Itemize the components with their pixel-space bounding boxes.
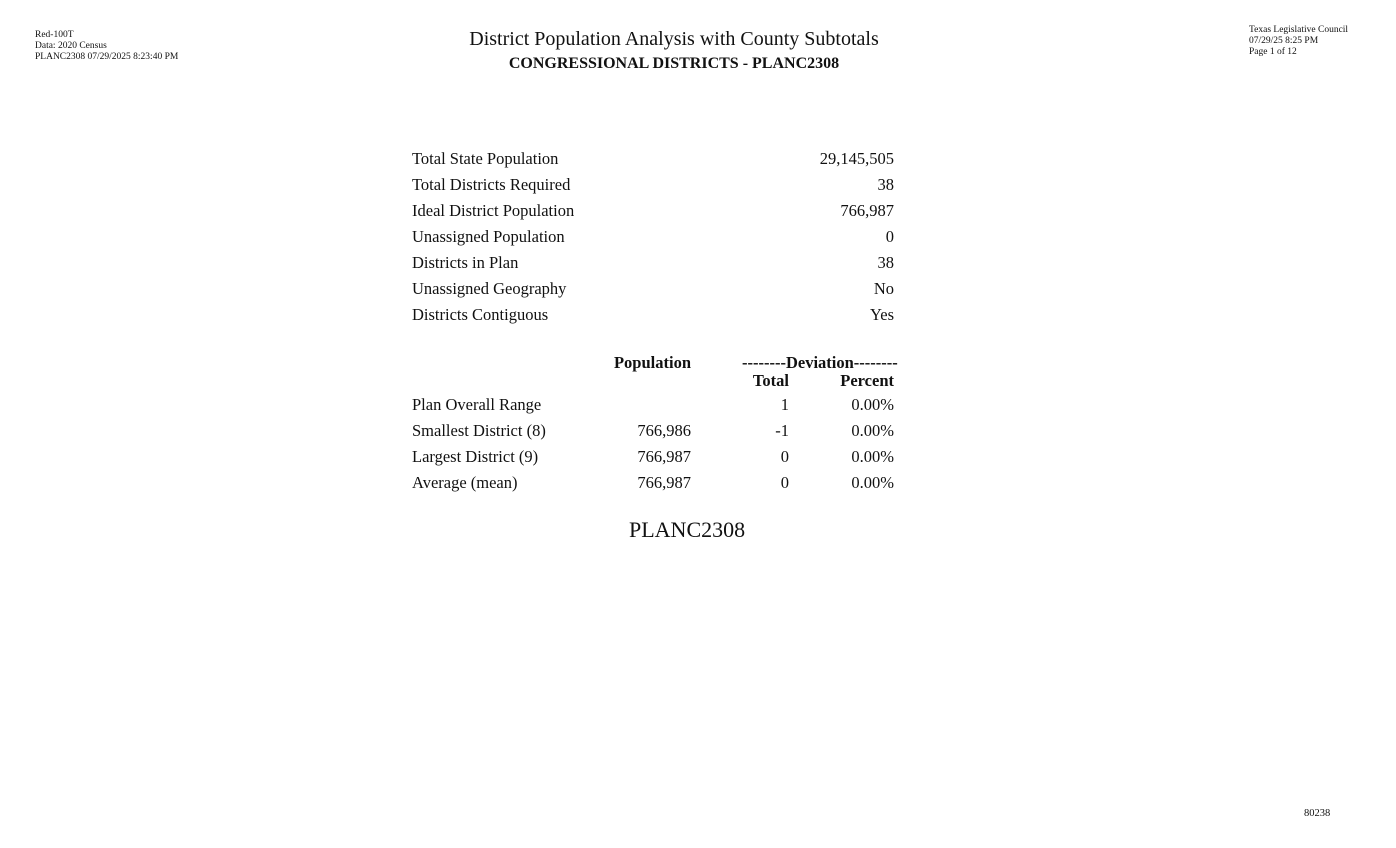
deviation-label: Smallest District (8) xyxy=(412,421,546,440)
report-id: Red-100T xyxy=(35,30,74,40)
deviation-table xyxy=(412,352,902,496)
summary-row xyxy=(412,251,894,277)
deviation-percent: 0.00% xyxy=(851,395,894,414)
page-subtitle: CONGRESSIONAL DISTRICTS - PLANC2308 xyxy=(508,55,840,72)
plan-name: PLANC2308 xyxy=(629,517,746,542)
summary-row xyxy=(412,147,894,173)
deviation-percent: 0.00% xyxy=(851,447,894,466)
deviation-total: 1 xyxy=(780,395,789,414)
deviation-label: Largest District (9) xyxy=(412,447,539,466)
summary-value: 38 xyxy=(877,175,894,194)
summary-row xyxy=(412,225,894,251)
deviation-row xyxy=(412,418,902,444)
deviation-population: 766,987 xyxy=(637,447,691,466)
deviation-total: -1 xyxy=(775,421,789,440)
deviation-row xyxy=(412,444,902,470)
summary-label: Total State Population xyxy=(412,149,559,168)
deviation-header xyxy=(412,352,902,392)
deviation-total: 0 xyxy=(780,473,789,492)
deviation-population: 766,987 xyxy=(637,473,691,492)
summary-value: 38 xyxy=(877,253,894,272)
summary-label: Unassigned Geography xyxy=(412,279,567,298)
summary-value: Yes xyxy=(869,305,894,324)
deviation-row xyxy=(412,470,902,496)
deviation-population: 766,986 xyxy=(637,421,691,440)
data-source: Data: 2020 Census xyxy=(35,41,107,51)
title-block xyxy=(0,26,1348,76)
organization-name: Texas Legislative Council xyxy=(1249,25,1349,35)
summary-value: 29,145,505 xyxy=(819,149,894,168)
deviation-row xyxy=(412,392,902,418)
page-code: 80238 xyxy=(1304,808,1331,819)
summary-row xyxy=(412,173,894,199)
deviation-percent: 0.00% xyxy=(851,473,894,492)
plan-timestamp: PLANC2308 07/29/2025 8:23:40 PM xyxy=(35,52,179,62)
summary-row xyxy=(412,303,894,329)
summary-label: Unassigned Population xyxy=(412,227,565,246)
summary-label: Total Districts Required xyxy=(412,175,571,194)
summary-label: Districts Contiguous xyxy=(412,305,549,324)
deviation-total: 0 xyxy=(780,447,789,466)
summary-row xyxy=(412,199,894,225)
summary-value: No xyxy=(873,279,894,298)
deviation-percent: 0.00% xyxy=(851,421,894,440)
summary-row xyxy=(412,277,894,303)
population-column-header: Population xyxy=(613,353,691,372)
total-column-header: Total xyxy=(752,371,789,390)
summary-label: Ideal District Population xyxy=(412,201,575,220)
summary-table xyxy=(412,147,894,329)
percent-column-header: Percent xyxy=(840,371,894,390)
deviation-column-header: --------Deviation-------- xyxy=(742,353,898,372)
deviation-label: Plan Overall Range xyxy=(412,395,542,414)
page-info: Page 1 of 12 xyxy=(1249,47,1297,57)
page-title: District Population Analysis with County Subtotals xyxy=(469,28,879,50)
summary-value: 766,987 xyxy=(840,201,894,220)
summary-label: Districts in Plan xyxy=(412,253,519,272)
deviation-label: Average (mean) xyxy=(412,473,518,492)
print-date: 07/29/25 8:25 PM xyxy=(1249,36,1319,46)
summary-value: 0 xyxy=(885,227,894,246)
